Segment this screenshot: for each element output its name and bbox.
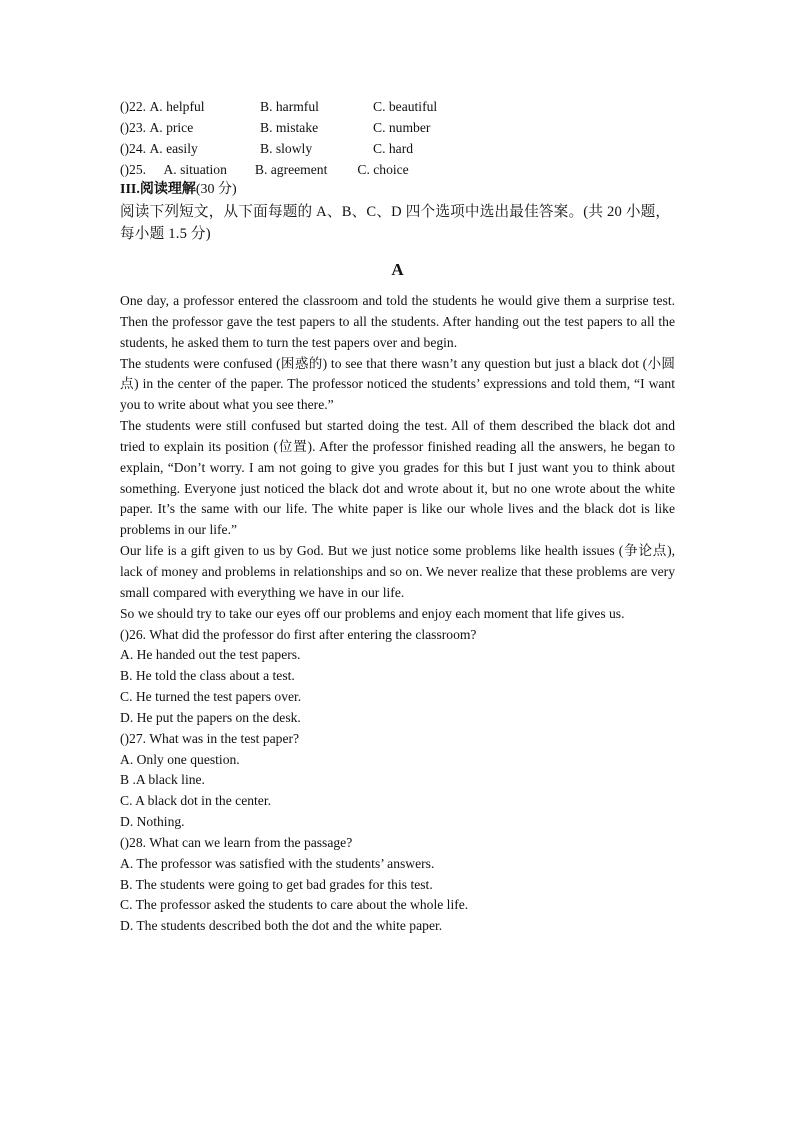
section-heading (120, 180, 675, 200)
q28-choice-b: B. The students were going to get bad grades for this test. (120, 876, 433, 892)
q23-number-and-option-a (120, 117, 260, 138)
q22-option-a: A. helpful (149, 99, 205, 114)
q28-choice-c: C. The professor asked the students to care about the whole life. (120, 897, 469, 913)
q24-option-b: B. slowly (260, 141, 313, 156)
passage-paragraph: The students were still confused but started doing the test. All of them described the black dot and tried to explain its position (位置). After the professor finished reading all the answers, he began to explain, “Don’t worry. I am not going to give you grades for this but I just want you to think about something. Everyone just noticed the black dot and wrote about it, but no one wrote about the white paper. It’s the same with our life. The white paper is like our whole lives and the black dot is like problems in our life.” (120, 418, 675, 538)
q25-number-and-option-a (120, 159, 241, 180)
question-28-stem: ()28. What can we learn from the passage? (120, 834, 353, 850)
question-26-stem: ()26. What did the professor do first after entering the classroom? (120, 626, 477, 642)
passage-paragraph: So we should try to take our eyes off our problems and enjoy each moment that life gives us. (120, 605, 625, 621)
section-instruction: 阅读下列短文，从下面每题的 A、B、C、D 四个选项中选出最佳答案。(共 20 小题，每小题 1.5 分) (120, 204, 671, 242)
question-25-options (120, 159, 675, 180)
question-23-options (120, 117, 675, 138)
q25-option-a: A. situation (163, 162, 227, 177)
passage-paragraph: One day, a professor entered the classroom and told the students he would give them a surprise test. Then the professor gave the test papers to all the students. After handing out the test papers to all the students, he asked them to turn the test papers over and begin. (120, 293, 675, 350)
q27-choice-b: B .A black line. (120, 772, 205, 788)
question-24-options (120, 138, 675, 159)
q27-choice-d: D. Nothing. (120, 814, 185, 830)
q25-option-c: C. choice (357, 162, 409, 177)
q28-choice-a: A. The professor was satisfied with the students’ answers. (120, 855, 435, 871)
q27-choice-a: A. Only one question. (120, 751, 240, 767)
q23-option-a: A. price (149, 120, 194, 135)
passage-title: A (391, 260, 404, 279)
passage-paragraph: Our life is a gift given to us by God. But we just notice some problems like health issues (争论点), lack of money and problems in relationships and so on. We never realize that these problems are very small compared with everything we have in our life. (120, 543, 675, 600)
q26-choice-c: C. He turned the test papers over. (120, 689, 302, 705)
q24-number: ()24. (120, 141, 147, 156)
q22-number: ()22. (120, 99, 147, 114)
question-27-stem: ()27. What was in the test paper? (120, 730, 300, 746)
question-22-options (120, 96, 675, 117)
q22-option-b: B. harmful (260, 99, 319, 114)
q24-number-and-option-a (120, 138, 260, 159)
q22-number-and-option-a (120, 96, 260, 117)
q26-choice-b: B. He told the class about a test. (120, 668, 295, 684)
q22-option-c: C. beautiful (373, 99, 438, 114)
q23-option-b: B. mistake (260, 120, 319, 135)
q26-choice-d: D. He put the papers on the desk. (120, 709, 301, 725)
section-title: III.阅读理解 (120, 182, 196, 197)
q26-choice-a: A. He handed out the test papers. (120, 647, 301, 663)
q27-choice-c: C. A black dot in the center. (120, 793, 272, 809)
passage-paragraph: The students were confused (困惑的) to see that there wasn’t any question but just a black dot (小圆点) in the center of the paper. The professor noticed the students’ expressions and told them, “I want you to write about what you see there.” (120, 355, 675, 413)
q25-number: ()25. (120, 162, 147, 177)
section-points: (30 分) (195, 182, 237, 197)
exam-page (120, 96, 675, 937)
q24-option-a: A. easily (149, 141, 198, 156)
q25-option-b: B. agreement (254, 162, 328, 177)
q23-option-c: C. number (373, 120, 431, 135)
q24-option-c: C. hard (373, 141, 414, 156)
q23-number: ()23. (120, 120, 147, 135)
q28-choice-d: D. The students described both the dot and the white paper. (120, 918, 443, 934)
